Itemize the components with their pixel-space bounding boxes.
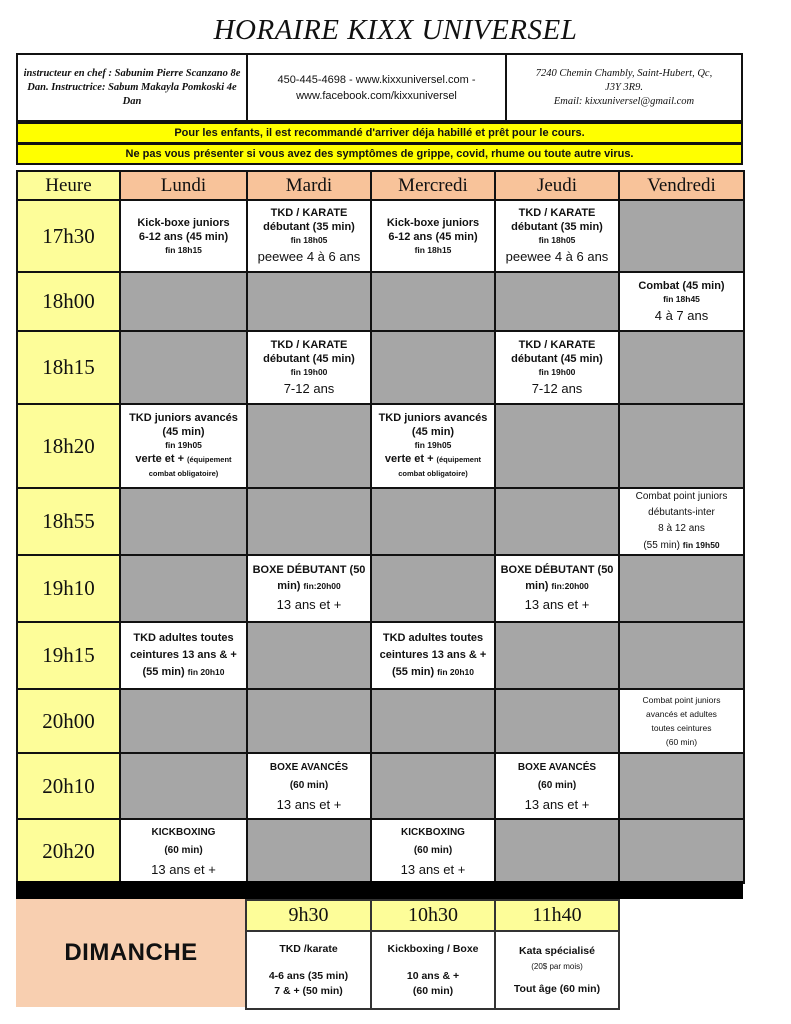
empty-slot <box>371 689 495 753</box>
header-lundi: Lundi <box>120 171 247 200</box>
class-note: (équipement <box>186 455 232 464</box>
notice-symptoms: Ne pas vous présenter si vous avez des symptômes de grippe, covid, rhume ou toute autre virus. <box>16 143 743 165</box>
class-cell <box>120 404 247 488</box>
class-level: ceintures 13 ans & + <box>130 649 237 661</box>
class-title: Kickboxing / Boxe <box>387 942 479 955</box>
address-line-1: 7240 Chemin Chambly, Saint-Hubert, Qc, <box>535 67 713 79</box>
empty-slot <box>619 555 744 622</box>
sunday-class-row <box>246 931 619 1009</box>
class-end-time: fin 19h50 <box>682 540 720 550</box>
class-duration: débutant (35 min) <box>263 221 355 233</box>
class-note: combat obligatoire) <box>148 469 219 478</box>
class-title: TKD / KARATE <box>270 207 348 219</box>
empty-slot <box>120 555 247 622</box>
class-title: TKD / KARATE <box>518 207 596 219</box>
table-row <box>17 200 744 272</box>
class-title: Kata spécialisé <box>519 944 595 957</box>
empty-slot <box>619 404 744 488</box>
empty-slot <box>619 819 744 883</box>
class-age: 10 ans & + <box>406 969 460 982</box>
time-cell: 18h15 <box>17 331 120 404</box>
class-title: TKD /karate <box>279 942 338 955</box>
class-duration: (60 min) <box>289 779 329 791</box>
table-row <box>17 404 744 488</box>
class-title: TKD / KARATE <box>518 338 596 351</box>
header-vendredi: Vendredi <box>619 171 744 200</box>
class-duration: (45 min) <box>411 426 455 438</box>
class-age: 8 à 12 ans <box>658 523 705 534</box>
class-title: TKD adultes toutes <box>382 632 484 644</box>
class-duration: (60 min) <box>665 737 698 747</box>
class-cell <box>371 200 495 272</box>
sunday-class-cell <box>495 931 619 1009</box>
empty-slot <box>247 819 371 883</box>
class-end-time: fin:20h00 <box>303 581 341 591</box>
empty-slot <box>371 331 495 404</box>
class-title: Combat point juniors <box>635 491 728 502</box>
header-row <box>17 171 744 200</box>
table-row <box>17 272 744 331</box>
class-level: ceintures 13 ans & + <box>379 649 487 661</box>
class-duration: (60 min) <box>537 779 577 791</box>
empty-slot <box>371 753 495 819</box>
class-title: Kick-boxe juniors <box>386 216 480 229</box>
time-cell: 18h00 <box>17 272 120 331</box>
class-cell <box>619 488 744 555</box>
class-cell <box>619 689 744 753</box>
weekly-schedule-table <box>16 170 745 884</box>
empty-slot <box>247 622 371 689</box>
empty-slot <box>619 331 744 404</box>
class-title: Combat (45 min) <box>638 279 725 292</box>
empty-slot <box>120 272 247 331</box>
empty-slot <box>371 272 495 331</box>
time-cell: 18h20 <box>17 404 120 488</box>
class-cell <box>247 200 371 272</box>
class-title: TKD / KARATE <box>270 338 348 351</box>
class-title: KICKBOXING <box>151 826 216 838</box>
sunday-time-row <box>246 900 619 931</box>
class-duration: (60 min) <box>413 844 453 856</box>
class-age-duration: 4-6 ans (35 min) <box>268 969 349 982</box>
class-cell <box>120 819 247 883</box>
class-end-time: fin 20h10 <box>437 667 474 677</box>
contact-info <box>248 55 507 120</box>
class-age-duration: Tout âge (60 min) <box>513 982 601 995</box>
empty-slot <box>619 200 744 272</box>
class-end-time: fin 18h05 <box>290 235 328 245</box>
time-cell: 17h30 <box>17 200 120 272</box>
class-duration: (55 min) <box>392 666 435 678</box>
class-age: 7-12 ans <box>531 380 583 396</box>
empty-slot <box>495 272 619 331</box>
class-end-time: fin:20h00 <box>551 581 589 591</box>
sunday-class-cell <box>371 931 495 1009</box>
class-age: 13 ans et + <box>151 861 216 877</box>
sunday-schedule-table <box>245 899 620 1010</box>
notice-children: Pour les enfants, il est recommandé d'arriver déja habillé et prêt pour le cours. <box>16 122 743 144</box>
class-duration: (55 min) <box>643 540 681 551</box>
table-row <box>17 819 744 883</box>
class-duration: (45 min) <box>162 426 205 438</box>
class-note: combat obligatoire) <box>398 469 468 478</box>
header-mardi: Mardi <box>247 171 371 200</box>
class-title: TKD juniors avancés <box>129 412 238 424</box>
header-mercredi: Mercredi <box>371 171 495 200</box>
class-cell <box>371 819 495 883</box>
class-cell <box>495 200 619 272</box>
sunday-label: DIMANCHE <box>16 899 246 1007</box>
class-duration: 6-12 ans (45 min) <box>388 230 478 243</box>
class-end-time: fin 20h10 <box>187 667 225 677</box>
table-row <box>17 488 744 555</box>
sunday-time-cell: 11h40 <box>495 900 619 931</box>
class-cell <box>495 753 619 819</box>
time-cell: 20h10 <box>17 753 120 819</box>
class-duration: min) <box>525 580 549 592</box>
class-duration: 6-12 ans (45 min) <box>138 230 229 243</box>
class-level: verte et + <box>135 453 185 465</box>
empty-slot <box>619 622 744 689</box>
class-end-time: fin 19h05 <box>414 440 452 450</box>
address-info <box>507 55 741 120</box>
class-end-time: fin 18h45 <box>663 293 700 304</box>
class-title: BOXE DÉBUTANT (50 <box>500 564 614 576</box>
class-price: (20$ par mois) <box>531 961 583 971</box>
divider-bar <box>16 881 743 899</box>
class-age: peewee 4 à 6 ans <box>505 249 609 264</box>
class-duration: débutant (45 min) <box>511 352 603 365</box>
time-cell: 19h15 <box>17 622 120 689</box>
address-line-2: J3Y 3R9. <box>605 81 643 93</box>
class-age: 13 ans et + <box>276 796 342 812</box>
empty-slot <box>120 753 247 819</box>
class-age: 13 ans et + <box>400 861 466 877</box>
contact-facebook: www.facebook.com/kixxuniversel <box>296 89 457 102</box>
class-age: 13 ans et + <box>524 597 590 612</box>
class-title: BOXE AVANCÉS <box>517 761 597 773</box>
class-cell <box>247 753 371 819</box>
class-cell <box>120 622 247 689</box>
class-title: BOXE AVANCÉS <box>269 761 349 773</box>
class-age: 13 ans et + <box>524 796 590 812</box>
class-cell <box>247 555 371 622</box>
table-row <box>17 555 744 622</box>
sunday-time-cell: 9h30 <box>246 900 371 931</box>
class-title: TKD adultes toutes <box>133 632 234 644</box>
empty-slot <box>619 753 744 819</box>
empty-slot <box>247 272 371 331</box>
class-note: (équipement <box>436 455 482 464</box>
info-header <box>16 53 743 122</box>
class-cell <box>247 331 371 404</box>
class-title: BOXE DÉBUTANT (50 <box>252 564 366 576</box>
class-title: Combat point juniors <box>642 695 721 705</box>
table-row <box>17 622 744 689</box>
time-cell: 20h20 <box>17 819 120 883</box>
class-end-time: fin 18h15 <box>414 244 452 255</box>
time-cell: 18h55 <box>17 488 120 555</box>
class-duration: débutant (35 min) <box>511 221 603 233</box>
header-heure: Heure <box>17 171 120 200</box>
class-title: TKD juniors avancés <box>378 412 488 424</box>
empty-slot <box>120 488 247 555</box>
class-duration: (60 min) <box>164 844 203 856</box>
class-age: 4 à 7 ans <box>654 307 709 323</box>
class-age: 7-12 ans <box>283 380 335 396</box>
class-title: Kick-boxe juniors <box>137 216 230 229</box>
class-cell <box>371 622 495 689</box>
empty-slot <box>495 488 619 555</box>
class-level: toutes ceintures <box>651 723 712 733</box>
class-end-time: fin 19h00 <box>290 366 328 377</box>
class-title: KICKBOXING <box>401 826 465 838</box>
table-row <box>17 331 744 404</box>
table-row <box>17 689 744 753</box>
empty-slot <box>371 555 495 622</box>
class-duration: débutant (45 min) <box>263 352 355 365</box>
empty-slot <box>371 488 495 555</box>
instructors-info: instructeur en chef : Sabunim Pierre Scanzano 8e Dan. Instructrice: Sabum Makayla Pomkoski 4e Dan <box>18 55 248 120</box>
class-end-time: fin 18h05 <box>538 235 576 245</box>
class-end-time: fin 18h15 <box>165 244 202 255</box>
class-cell <box>495 331 619 404</box>
empty-slot <box>247 488 371 555</box>
class-duration: (55 min) <box>142 666 185 678</box>
header-jeudi: Jeudi <box>495 171 619 200</box>
class-end-time: fin 19h00 <box>538 366 576 377</box>
class-level: avancés et adultes <box>646 709 717 719</box>
class-level: verte et + <box>384 453 434 465</box>
time-cell: 20h00 <box>17 689 120 753</box>
empty-slot <box>495 819 619 883</box>
sunday-time-cell: 10h30 <box>371 900 495 931</box>
empty-slot <box>495 689 619 753</box>
class-duration: (60 min) <box>412 984 454 997</box>
email: Email: kixxuniversel@gmail.com <box>553 95 695 107</box>
class-duration: min) <box>277 580 301 592</box>
class-cell <box>120 200 247 272</box>
class-cell <box>619 272 744 331</box>
sunday-class-cell <box>246 931 371 1009</box>
empty-slot <box>495 622 619 689</box>
empty-slot <box>120 689 247 753</box>
class-end-time: fin 19h05 <box>165 440 202 450</box>
class-age-duration: 7 & + (50 min) <box>274 984 343 997</box>
time-cell: 19h10 <box>17 555 120 622</box>
contact-phone-website: 450-445-4698 - www.kixxuniversel.com - <box>277 73 476 86</box>
empty-slot <box>495 404 619 488</box>
class-level: débutants-inter <box>648 507 715 518</box>
class-age: peewee 4 à 6 ans <box>257 249 361 264</box>
empty-slot <box>247 689 371 753</box>
class-age: 13 ans et + <box>276 597 342 612</box>
page-title: HORAIRE KIXX UNIVERSEL <box>213 14 578 46</box>
empty-slot <box>120 331 247 404</box>
table-row <box>17 753 744 819</box>
class-cell <box>495 555 619 622</box>
empty-slot <box>247 404 371 488</box>
class-cell <box>371 404 495 488</box>
